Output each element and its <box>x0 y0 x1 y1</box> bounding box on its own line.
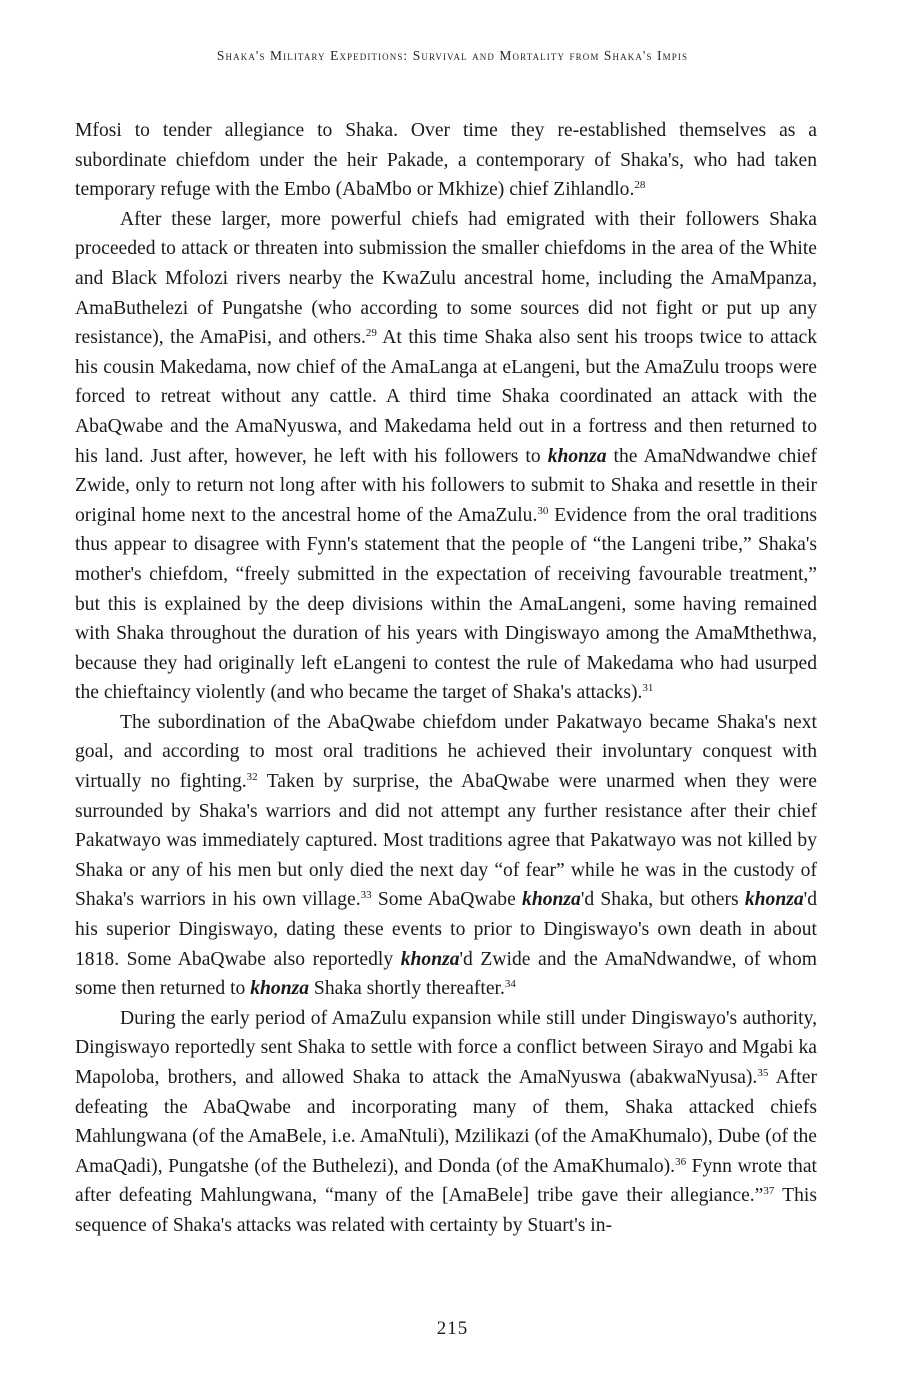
text-run: Taken by surprise, the AbaQwabe were unarmed when they were surrounded by Shaka's warriors and did not attempt any further resistance after their chief Pakatwayo was immediately captured. Most traditions agree that Pakatwayo was not killed by Shaka or any of his men but only died the next day “of fear” while he was in the custody of Shaka's warriors in his own village. <box>75 771 817 911</box>
paragraph <box>75 205 817 708</box>
running-head: Shaka's Military Expeditions: Survival and Mortality from Shaka's Impis <box>216 48 689 63</box>
footnote-ref: 33 <box>360 889 372 902</box>
text-run: Mfosi to tender allegiance to Shaka. Over time they re-established themselves as a subordinate chiefdom under the heir Pakade, a contemporary of Shaka's, who had taken temporary refuge with the Embo (AbaMbo or Mkhize) chief Zihlandlo. <box>75 120 817 201</box>
italic-term: khonza <box>547 445 607 467</box>
text-run: After defeating the AbaQwabe and incorporating many of them, Shaka attacked chiefs Mahlungwana (of the AmaBele, i.e. AmaNtuli), Mzilikazi (of the AmaKhumalo), Dube (of the AmaQadi), Pungatshe (of the Buthelezi), and Donda (of the AmaKhumalo). <box>75 1067 817 1177</box>
italic-term: khonza <box>744 889 804 911</box>
footnote-ref: 28 <box>634 179 646 192</box>
text-run: 'd Shaka, but others <box>580 889 745 911</box>
paragraph <box>75 708 817 1004</box>
footnote-ref: 36 <box>675 1155 687 1168</box>
text-run: Shaka shortly thereafter. <box>309 978 505 1000</box>
text-run: 'd his superior Dingiswayo, dating these events to prior to Dingiswayo's own death in about 1818. Some AbaQwabe also reportedly <box>75 889 817 970</box>
body-text <box>75 116 817 1241</box>
footnote-ref: 37 <box>763 1185 775 1198</box>
page-number: 215 <box>436 1318 469 1339</box>
text-run: Evidence from the oral traditions thus appear to disagree with Fynn's statement that the people of “the Langeni tribe,” Shaka's mother's chiefdom, “freely submitted in the expectation of receiving favourable treatment,” but this is explained by the deep divisions within the AmaLangeni, some having remained with Shaka throughout the duration of his years with Dingiswayo among the AmaMthethwa, because they had originally left eLangeni to contest the rule of Makedama who had usurped the chieftaincy violently (and who became the target of Shaka's attacks). <box>75 504 817 704</box>
italic-term: khonza <box>250 978 310 1000</box>
footnote-ref: 30 <box>537 504 549 517</box>
paragraph <box>75 116 817 205</box>
text-run: At this time Shaka also sent his troops twice to attack his cousin Makedama, now chief of the AmaLanga at eLangeni, but the AmaZulu troops were forced to retreat without any cattle. A third time Shaka coordinated an attack with the AbaQwabe and the AmaNyuswa, and Makedama held out in a fortress and then returned to his land. Just after, however, he left with his followers to <box>75 327 817 467</box>
text-run: During the early period of AmaZulu expansion while still under Dingiswayo's authority, Dingiswayo reportedly sent Shaka to settle with force a conflict between Sirayo and Mgabi ka Mapoloba, brothers, and allowed Shaka to attack the AmaNyuswa (abakwaNyusa). <box>75 1007 817 1088</box>
text-run: After these larger, more powerful chiefs had emigrated with their followers Shaka proceeded to attack or threaten into submission the smaller chiefdoms in the area of the White and Black Mfolozi rivers nearby the KwaZulu ancestral home, including the AmaMpanza, AmaButhelezi of Pungatshe (who according to some sources did not fight or put up any resistance), the AmaPisi, and others. <box>75 208 817 349</box>
italic-term: khonza <box>400 948 460 970</box>
footnote-ref: 35 <box>757 1067 769 1079</box>
footnote-ref: 29 <box>365 327 377 340</box>
paragraph <box>75 1004 817 1241</box>
footnote-ref: 34 <box>504 978 516 991</box>
text-run: Fynn wrote that after defeating Mahlungwana, “many of the [AmaBele] tribe gave their allegiance.” <box>75 1155 817 1207</box>
text-run: Some AbaQwabe <box>371 889 523 911</box>
text-run: This sequence of Shaka's attacks was related with certainty by Stuart's in- <box>75 1185 817 1236</box>
italic-term: khonza <box>522 889 581 911</box>
text-run: 'd Zwide and the AmaNdwandwe, of whom some then returned to <box>75 948 817 1000</box>
text-run: The subordination of the AbaQwabe chiefdom under Pakatwayo became Shaka's next goal, and according to most oral traditions he achieved their involuntary conquest with virtually no fighting. <box>75 711 817 793</box>
footnote-ref: 31 <box>642 682 654 695</box>
footnote-ref: 32 <box>246 771 258 784</box>
text-run: the AmaNdwandwe chief Zwide, only to return not long after with his followers to submit to Shaka and resettle in their original home next to the ancestral home of the AmaZulu. <box>75 445 817 526</box>
